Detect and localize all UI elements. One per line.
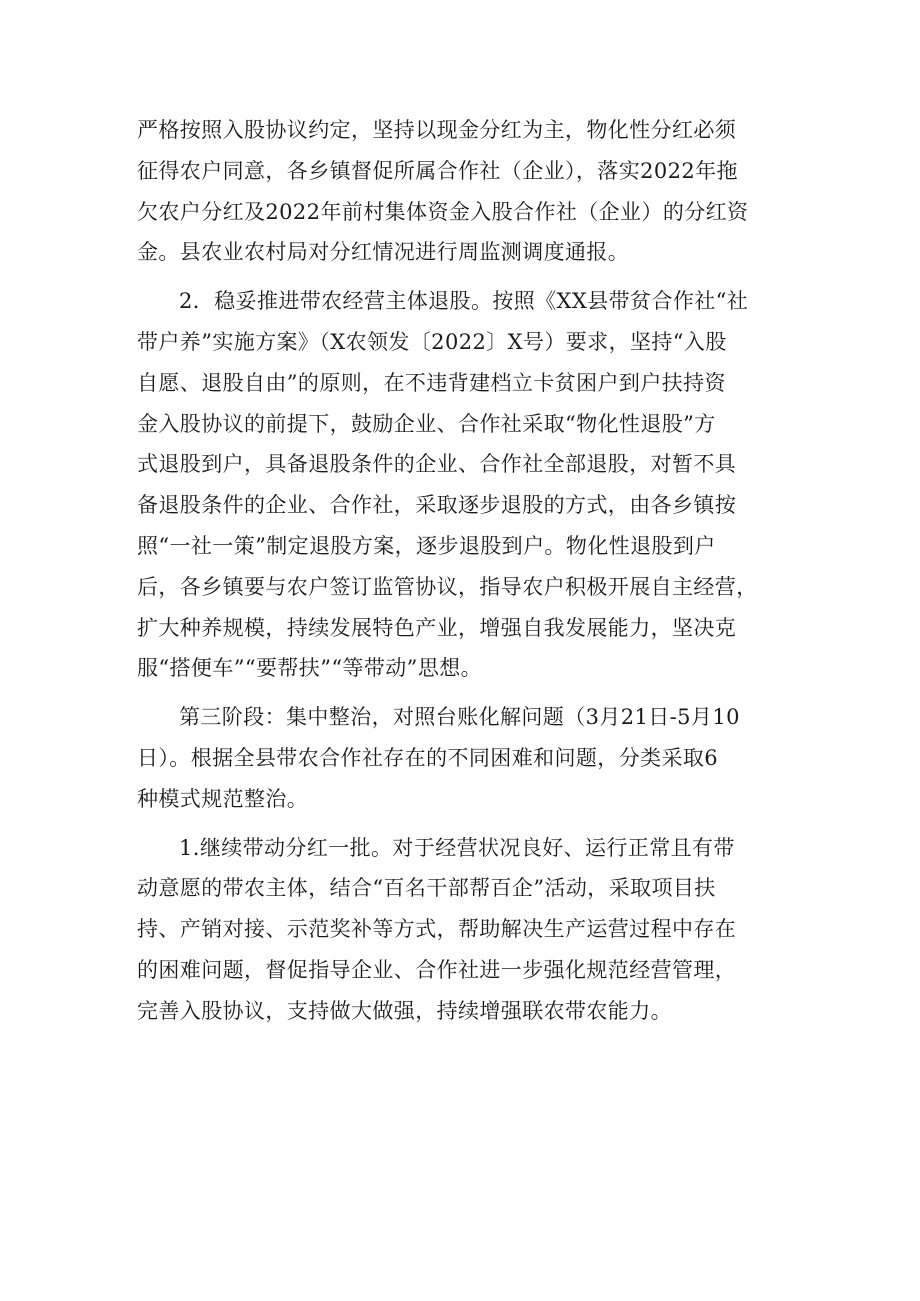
text-line: 扩大种养规模，持续发展特色产业，增强自我发展能力，坚决克 xyxy=(137,615,737,640)
text-line: 自愿、退股自由”的原则，在不违背建档立卡贫困户到户扶持资 xyxy=(137,370,726,395)
text-line: 严格按照入股协议约定，坚持以现金分红为主，物化性分红必须 xyxy=(137,118,737,142)
paragraph-dividend-requirements xyxy=(137,110,797,273)
text-line: 种模式规范整治。 xyxy=(137,786,309,811)
text-line: 后，各乡镇要与农户签订监管协议，指导农户积极开展自主经营， xyxy=(137,574,758,599)
paragraph-gap xyxy=(137,820,797,828)
text-line: 日）。根据全县带农合作社存在的不同困难和问题，分类采取6 xyxy=(137,745,719,770)
text-line: 2．稳妥推进带农经营主体退股。按照《XX县带贫合作社“社 xyxy=(179,289,749,314)
text-line: 1.继续带动分红一批。对于经营状况良好、运行正常且有带 xyxy=(179,835,735,860)
paragraph-share-withdrawal xyxy=(137,281,797,689)
text-line: 动意愿的带农主体，结合“百名干部帮百企”活动，采取项目扶 xyxy=(137,876,716,901)
text-line: 金入股协议的前提下，鼓励企业、合作社采取“物化性退股”方 xyxy=(137,411,716,436)
paragraph-continue-dividend xyxy=(137,828,797,1032)
text-line: 照“一社一策”制定退股方案，逐步退股到户。物化性退股到户 xyxy=(137,533,716,558)
paragraph-stage-three xyxy=(137,697,797,819)
text-line: 带户养”实施方案》（X农领发〔2022〕X号）要求，坚持“入股 xyxy=(137,329,727,354)
text-line: 服“搭便车”“要帮扶”“等带动”思想。 xyxy=(137,656,483,681)
text-line: 式退股到户，具备退股条件的企业、合作社全部退股，对暂不具 xyxy=(137,452,737,477)
paragraph-gap xyxy=(137,689,797,697)
text-line: 备退股条件的企业、合作社，采取逐步退股的方式，由各乡镇按 xyxy=(137,493,737,518)
text-line: 的困难问题，督促指导企业、合作社进一步强化规范经营管理， xyxy=(137,957,737,982)
text-line: 第三阶段：集中整治，对照台账化解问题（3月21日-5月10 xyxy=(179,705,740,730)
paragraph-gap xyxy=(137,273,797,281)
text-line: 持、产销对接、示范奖补等方式，帮助解决生产运营过程中存在 xyxy=(137,917,737,942)
text-line: 欠农户分红及2022年前村集体资金入股合作社（企业）的分红资 xyxy=(137,199,749,224)
document-body xyxy=(137,110,797,1032)
text-line: 金。县农业农村局对分红情况进行周监测调度通报。 xyxy=(137,240,630,265)
text-line: 完善入股协议，支持做大做强，持续增强联农带农能力。 xyxy=(137,998,672,1023)
text-line: 征得农户同意，各乡镇督促所属合作社（企业），落实2022年拖 xyxy=(137,158,738,183)
